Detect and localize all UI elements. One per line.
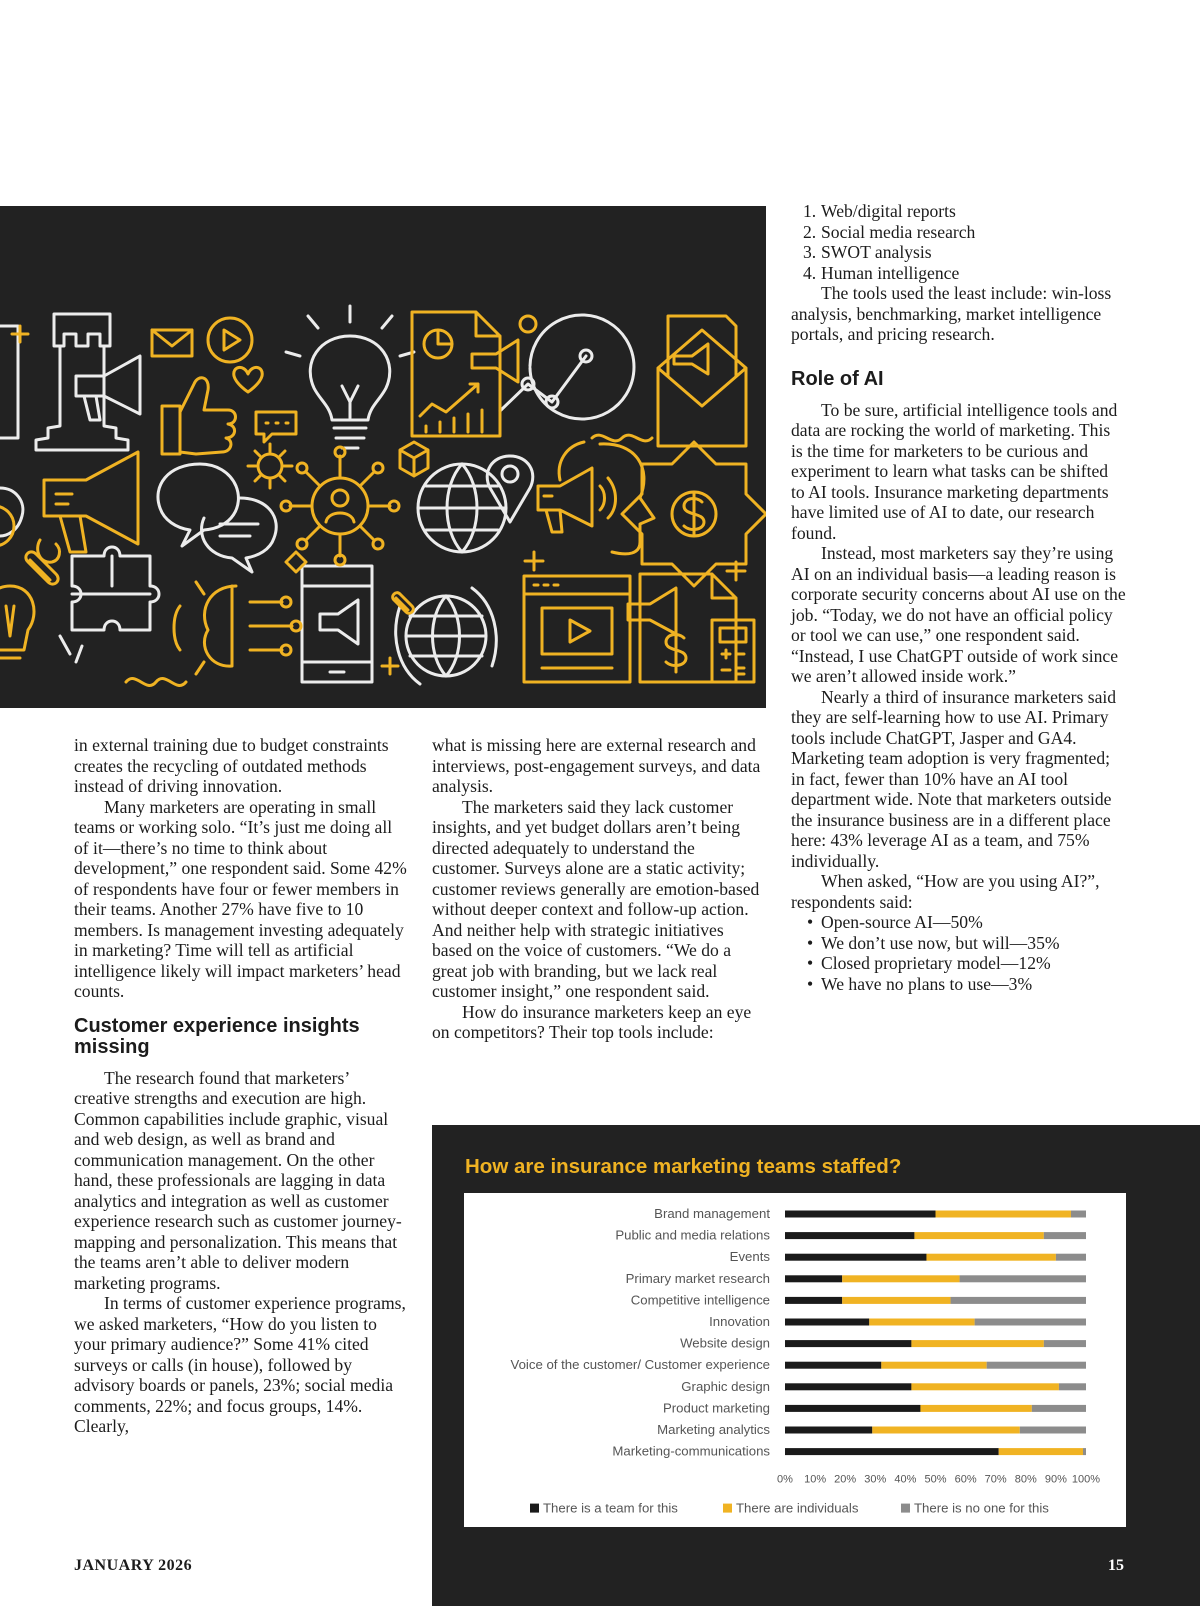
bar-segment bbox=[785, 1427, 872, 1434]
bar-segment bbox=[872, 1427, 1019, 1434]
category-label: Events bbox=[729, 1249, 770, 1265]
thumbs-up-icon bbox=[162, 378, 236, 454]
x-tick-label: 30% bbox=[864, 1473, 887, 1486]
phone-icon bbox=[302, 566, 372, 682]
bar-segment bbox=[785, 1448, 999, 1455]
bar-segment bbox=[1071, 1211, 1086, 1218]
paragraph: The research found that marketers’ creative strengths and execution are high. Common capabilities include graphic, visual and web design, as well as brand and communication management. On the other hand, these professionals are lagging in data analytics and integration as well as customer experience research such as customer journey-mapping and personalization. This means that the teams aren’t able to deliver modern marketing programs. bbox=[74, 1067, 402, 1293]
legend-swatch bbox=[901, 1504, 910, 1513]
paragraph: To be sure, artificial intelligence tools and data are rocking the world of marketing. This is the time for marketers to be curious and experiment to learn what tasks can be shifted to AI tools. Insurance marketing departments have limited use of AI to date, our research found. bbox=[791, 399, 1118, 543]
bar-segment bbox=[951, 1297, 1086, 1304]
bar-segment bbox=[1059, 1383, 1086, 1390]
list-item: 3. SWOT analysis bbox=[803, 242, 932, 262]
bar-segment bbox=[785, 1254, 926, 1261]
bar-segment bbox=[785, 1362, 881, 1369]
ai-usage-list bbox=[791, 912, 1126, 994]
bar-segment bbox=[911, 1340, 1043, 1347]
bar-segment bbox=[785, 1383, 911, 1390]
x-tick-label: 0% bbox=[777, 1473, 793, 1486]
heart-icon bbox=[234, 367, 262, 392]
megaphone-icon bbox=[76, 356, 140, 420]
bar-segment bbox=[785, 1275, 842, 1282]
x-tick-label: 70% bbox=[984, 1473, 1007, 1486]
bar-segment bbox=[911, 1383, 1058, 1390]
category-label: Voice of the customer/ Customer experience bbox=[510, 1357, 770, 1373]
bar-segment bbox=[975, 1319, 1086, 1326]
cube-icon bbox=[400, 442, 428, 476]
list-item: • Closed proprietary model—12% bbox=[807, 953, 1051, 973]
bar-segment bbox=[842, 1275, 959, 1282]
footer-date: JANUARY 2026 bbox=[74, 1557, 193, 1574]
bar-segment bbox=[785, 1211, 936, 1218]
megaphone-icon bbox=[628, 588, 676, 634]
device-icon bbox=[0, 326, 18, 438]
category-label: Brand management bbox=[654, 1206, 770, 1221]
legend-label: There is a team for this bbox=[543, 1500, 678, 1516]
section-heading: Customer experience insights missing bbox=[74, 1014, 360, 1058]
list-item: • Open-source AI—50% bbox=[807, 912, 983, 932]
x-tick-label: 10% bbox=[804, 1473, 827, 1486]
paragraph: Many marketers are operating in small teams or working solo. “It’s just me doing all of it—there’s no time to think about development,” one respondent said. Some 42% of respondents have four or fewer members in their teams. Another 27% have five to 10 members. Is management investing adequately in marketing? Time will tell as artificial intelligence likely will impact marketers’ head counts. bbox=[74, 796, 407, 1001]
bar-segment bbox=[1032, 1405, 1086, 1412]
competitor-tools-list bbox=[791, 201, 1126, 283]
bar-segment bbox=[785, 1232, 914, 1239]
article-column-1 bbox=[74, 735, 408, 1437]
category-label: Primary market research bbox=[625, 1270, 770, 1286]
bar-segment bbox=[785, 1340, 911, 1347]
stacked-bar-chart bbox=[464, 1193, 1126, 1527]
chart-title: How are insurance marketing teams staffed? bbox=[465, 1155, 902, 1178]
legend-swatch bbox=[723, 1504, 732, 1513]
category-label: Website design bbox=[680, 1335, 770, 1351]
list-item: • We don’t use now, but will—35% bbox=[807, 932, 1060, 953]
play-icon bbox=[208, 318, 252, 362]
section-heading: Role of AI bbox=[791, 367, 884, 390]
bar-segment bbox=[936, 1211, 1071, 1218]
bar-segment bbox=[926, 1254, 1055, 1261]
bar-segment bbox=[785, 1405, 920, 1412]
hero-illustration bbox=[0, 206, 766, 708]
x-tick-label: 90% bbox=[1044, 1473, 1067, 1486]
category-label: Marketing analytics bbox=[657, 1422, 770, 1437]
category-label: Graphic design bbox=[681, 1378, 770, 1394]
bar-segment bbox=[785, 1297, 842, 1304]
bar-segment bbox=[881, 1362, 986, 1369]
calculator-icon bbox=[712, 620, 754, 682]
x-tick-label: 20% bbox=[834, 1473, 857, 1486]
list-item: 1. Web/digital reports bbox=[803, 201, 956, 221]
category-label: Competitive intelligence bbox=[630, 1292, 770, 1308]
bar-segment bbox=[869, 1319, 974, 1326]
bar-segment bbox=[1083, 1448, 1086, 1455]
category-label: Marketing-communications bbox=[612, 1443, 770, 1459]
paragraph: When asked, “How are you using AI?”, respondents said: bbox=[791, 871, 1100, 912]
bar-segment bbox=[1044, 1340, 1086, 1347]
list-item: 4. Human intelligence bbox=[803, 262, 960, 283]
paragraph: Nearly a third of insurance marketers said they are self-learning how to use AI. Primary tools include ChatGPT, Jasper and GA4. Marketing team adoption is very fragmented; in fact, fewer than 10% have an AI tool department wide. Note that marketers outside the insurance business are in a different place here: 43% leverage AI as a team, and 75% individually. bbox=[791, 686, 1117, 871]
bar-segment bbox=[914, 1232, 1043, 1239]
x-tick-label: 40% bbox=[894, 1473, 917, 1486]
video-player-icon bbox=[524, 576, 630, 682]
mail-icon bbox=[152, 330, 192, 356]
analytics-icon bbox=[500, 315, 634, 419]
bar-segment bbox=[1020, 1427, 1086, 1434]
bar-segment bbox=[999, 1448, 1083, 1455]
legend-swatch bbox=[530, 1504, 539, 1513]
bar-segment bbox=[1044, 1232, 1086, 1239]
x-tick-label: 50% bbox=[924, 1473, 947, 1486]
x-tick-label: 60% bbox=[954, 1473, 977, 1486]
article-column-2 bbox=[432, 735, 766, 1043]
megaphone-icon bbox=[472, 340, 518, 382]
megaphone-icon bbox=[44, 452, 138, 552]
bar-segment bbox=[785, 1319, 869, 1326]
legend-label: There is no one for this bbox=[914, 1500, 1049, 1516]
legend-label: There are individuals bbox=[736, 1500, 859, 1516]
circuit-icon bbox=[204, 586, 292, 666]
chess-rook-icon bbox=[36, 314, 128, 450]
category-label: Product marketing bbox=[662, 1400, 770, 1416]
lightbulb-icon bbox=[310, 336, 390, 448]
chart-panel bbox=[432, 1125, 1200, 1606]
chat-bubble-icon bbox=[158, 464, 238, 546]
mail-icon bbox=[658, 316, 746, 446]
bar-segment bbox=[1056, 1254, 1086, 1261]
megaphone-icon bbox=[538, 468, 592, 532]
bar-segment bbox=[842, 1297, 950, 1304]
paragraph: The tools used the least include: win-loss analysis, benchmarking, market intelligence portals, and pricing research. bbox=[791, 283, 1112, 344]
paragraph: The marketers said they lack customer insights, and yet budget dollars aren’t being directed adequately to understand the customer. Surveys alone are a static activity; customer reviews generally are emotion-based without deeper context and follow-up action. And neither help with strategic initiatives based on the voice of customers. “We do a great job with branding, but we lack real customer insight,” one respondent said. bbox=[432, 796, 760, 1001]
lightbulb-icon bbox=[0, 586, 34, 658]
page-number: 15 bbox=[1108, 1557, 1124, 1574]
category-label: Innovation bbox=[709, 1314, 770, 1329]
head-profile-icon bbox=[600, 444, 654, 554]
bar-segment bbox=[920, 1405, 1031, 1412]
chart-area bbox=[464, 1193, 1126, 1527]
gear-icon bbox=[258, 454, 282, 478]
puzzle-icon bbox=[72, 547, 159, 630]
paragraph: How do insurance marketers keep an eye on competitors? Their top tools include: bbox=[432, 1001, 752, 1042]
report-document-icon bbox=[412, 312, 500, 436]
x-tick-label: 100% bbox=[1071, 1473, 1101, 1486]
article-column-3 bbox=[791, 201, 1126, 994]
paragraph: In terms of customer experience programs, we asked marketers, “How do you listen to your primary audience?” Some 41% cited surveys or calls (in house), followed by advisory boards or panels, 23%; social media comments, 22%; and focus groups, 14%. Clearly, bbox=[74, 1293, 406, 1436]
category-label: Public and media relations bbox=[615, 1227, 770, 1243]
bar-segment bbox=[987, 1362, 1086, 1369]
x-tick-label: 80% bbox=[1014, 1473, 1037, 1486]
bar-segment bbox=[960, 1275, 1086, 1282]
list-item: 2. Social media research bbox=[803, 221, 976, 242]
list-item: • We have no plans to use—3% bbox=[807, 973, 1033, 994]
paragraph: in external training due to budget constraints creates the recycling of outdated methods instead of driving innovation. bbox=[74, 735, 389, 796]
paragraph: what is missing here are external research and interviews, post-engagement surveys, and data analysis. bbox=[432, 735, 761, 796]
megaphone-icon bbox=[320, 600, 358, 644]
paragraph: Instead, most marketers say they’re using AI on an individual basis—a leading reason is corporate security concerns about AI use on the job. “Today, we do not have an official policy or tool we can use,” one respondent said. “Instead, I use ChatGPT outside of work since we aren’t allowed inside work.” bbox=[791, 543, 1126, 686]
